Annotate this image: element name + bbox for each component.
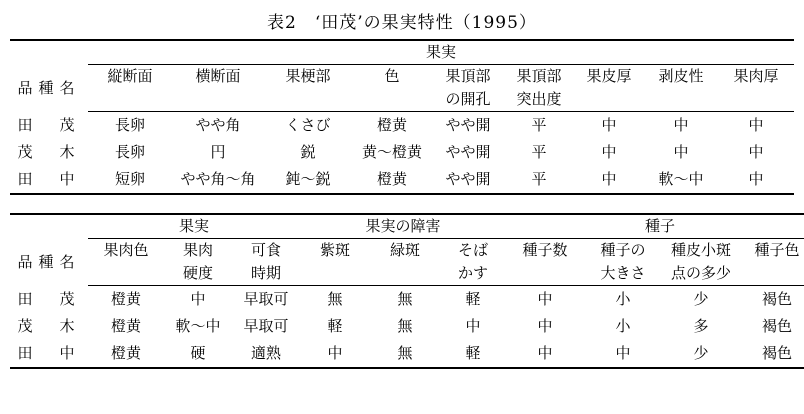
- table1-row-label-header: 品種名: [17, 78, 81, 97]
- table2-col-header-2-sub: 時期: [232, 262, 300, 286]
- table1-col-header-6: 果皮厚: [586, 67, 632, 85]
- table2-cell-2-7: 中: [584, 340, 662, 368]
- table1-col-header-5-sub: 突出度: [504, 88, 574, 112]
- table2-cell-2-1: 硬: [164, 340, 232, 368]
- table2-cell-1-6: 中: [537, 317, 553, 335]
- table1-cell-0-2: くさび: [285, 116, 331, 134]
- table1-cell-0-1: やや角: [195, 116, 241, 134]
- table2-col-header-6: 種子数: [522, 241, 568, 259]
- table1-row-0-name: 田 茂: [17, 115, 81, 134]
- table2-cell-1-5: 中: [465, 317, 481, 335]
- table2-col-header-5: そば: [458, 241, 489, 259]
- table1-cell-2-0: 短卵: [88, 166, 172, 194]
- table1-cell-1-2: 鋭: [300, 143, 316, 161]
- table2-row-2-name: 田 中: [10, 340, 88, 368]
- table1-cell-2-1: やや角～角: [172, 166, 264, 194]
- table2-row-1-name: 茂 木: [17, 317, 81, 335]
- table1-cell-2-5: 平: [504, 166, 574, 194]
- table2-col-header-6-sub: [506, 262, 584, 286]
- table1-cell-2-6: 中: [574, 166, 644, 194]
- table1-col-header-0: 縦断面: [107, 67, 153, 85]
- table1-cell-0-7: 中: [673, 116, 689, 134]
- table2-cell-1-0: 橙黄: [110, 317, 141, 335]
- fruit-characteristics-table-2: [10, 213, 804, 369]
- table2-cell-0-6: 中: [537, 290, 553, 308]
- table2-col-header-8-sub: 点の多少: [662, 262, 740, 286]
- table2-cell-1-2: 早取可: [243, 317, 289, 335]
- table2-wrapper: [10, 213, 800, 369]
- table1-cell-2-8: 中: [718, 166, 794, 194]
- table1-col-header-2: 果梗部: [285, 67, 331, 85]
- table2-cell-0-0: 橙黄: [110, 290, 141, 308]
- table2-cell-0-1: 中: [190, 290, 206, 308]
- table2-cell-1-1: 軟～中: [175, 317, 221, 335]
- table2-col-header-3-sub: [300, 262, 370, 286]
- table2-col-header-7-sub: 大きさ: [584, 262, 662, 286]
- table-row: [10, 286, 804, 314]
- table2-col-header-2: 可食: [251, 241, 282, 259]
- table2-header-row-line2: [10, 262, 804, 286]
- table1-col-header-3: 色: [384, 67, 400, 85]
- table2-group-header-seed: 種子: [506, 214, 804, 239]
- table1-col-header-7: 剥皮性: [658, 67, 704, 85]
- table1-cell-2-4: やや開: [432, 166, 504, 194]
- table2-cell-0-8: 少: [693, 290, 709, 308]
- table1-cell-2-7: 軟～中: [644, 166, 718, 194]
- table2-cell-0-5: 軽: [465, 290, 481, 308]
- table2-cell-1-9: 褐色: [762, 317, 793, 335]
- table1-col-header-4: 果頂部: [445, 67, 491, 85]
- table-row: [10, 313, 804, 340]
- table2-col-header-1: 果肉: [182, 241, 213, 259]
- table2-header-row-line1: [10, 239, 804, 263]
- table2-cell-2-5: 軽: [440, 340, 506, 368]
- table2-col-header-7: 種子の: [600, 241, 646, 259]
- table1-group-header-row: [10, 40, 794, 65]
- table2-group-header-fruit: 果実: [88, 214, 300, 239]
- table2-cell-2-6: 中: [506, 340, 584, 368]
- table1-cell-1-3: 黄～橙黄: [361, 143, 422, 161]
- table1-cell-0-8: 中: [748, 116, 764, 134]
- table1-col-header-2-sub: [264, 88, 352, 112]
- table1-cell-0-6: 中: [601, 116, 617, 134]
- table2-cell-1-8: 多: [693, 317, 709, 335]
- table2-col-header-0-sub: [88, 262, 164, 286]
- table1-header-row-line2: [10, 88, 794, 112]
- table1-col-header-5: 果頂部: [516, 67, 562, 85]
- table1-cell-0-3: 橙黄: [376, 116, 407, 134]
- table1-col-header-7-sub: [644, 88, 718, 112]
- table2-cell-2-0: 橙黄: [88, 340, 164, 368]
- table2-cell-2-2: 適熟: [232, 340, 300, 368]
- table-row: [10, 139, 794, 166]
- table1-cell-0-5: 平: [531, 116, 547, 134]
- table2-cell-1-7: 小: [615, 317, 631, 335]
- table1-col-header-1: 横断面: [195, 67, 241, 85]
- table2-cell-2-3: 中: [300, 340, 370, 368]
- table-row: [10, 166, 794, 194]
- table-row: [10, 112, 794, 140]
- table1-col-header-6-sub: [574, 88, 644, 112]
- table2-cell-0-2: 早取可: [243, 290, 289, 308]
- table1-col-header-4-sub: の開孔: [432, 88, 504, 112]
- table1-cell-1-5: 平: [531, 143, 547, 161]
- table1-cell-0-4: やや開: [445, 116, 491, 134]
- fruit-characteristics-table-1: [10, 39, 794, 195]
- table1-col-header-3-sub: [352, 88, 432, 112]
- table1-cell-1-1: 円: [210, 143, 226, 161]
- table1-corner-cell: [10, 40, 88, 65]
- table1-col-header-0-sub: [88, 88, 172, 112]
- table2-corner-cell: [10, 214, 88, 239]
- table-row: [10, 340, 804, 368]
- table1-cell-1-6: 中: [601, 143, 617, 161]
- table1-header-row-line1: [10, 65, 794, 89]
- table2-col-header-8: 種皮小斑: [671, 241, 732, 259]
- table2-col-header-9-sub: [740, 262, 804, 286]
- table1-group-header-fruit: 果実: [88, 40, 794, 65]
- table1-col-header-8: 果肉厚: [733, 67, 779, 85]
- table1-row-2-name: 田 中: [10, 166, 88, 194]
- table2-cell-2-9: 褐色: [740, 340, 804, 368]
- table1-col-header-8-sub: [718, 88, 794, 112]
- table2-cell-1-3: 軽: [327, 317, 343, 335]
- table2-group-header-disorder: 果実の障害: [300, 214, 506, 239]
- table1-col-header-1-sub: [172, 88, 264, 112]
- table2-col-header-4: 緑斑: [390, 241, 421, 259]
- table2-col-header-9: 種子色: [754, 241, 800, 259]
- table2-row-label-header: 品種名: [17, 252, 81, 271]
- table2-group-header-row: [10, 214, 804, 239]
- table1-cell-0-0: 長卵: [114, 116, 145, 134]
- table2-cell-2-4: 無: [370, 340, 440, 368]
- table2-col-header-3: 紫斑: [320, 241, 351, 259]
- table1-cell-1-8: 中: [748, 143, 764, 161]
- table2-cell-0-7: 小: [615, 290, 631, 308]
- table2-col-header-5-sub: かす: [440, 262, 506, 286]
- table2-cell-0-9: 褐色: [762, 290, 793, 308]
- table2-cell-0-4: 無: [397, 290, 413, 308]
- table2-row-0-name: 田 茂: [17, 289, 81, 308]
- page-title: 表2 ‘田茂’の果実特性（1995）: [267, 13, 537, 33]
- table2-cell-1-4: 無: [397, 317, 413, 335]
- table1-cell-1-7: 中: [673, 143, 689, 161]
- table2-cell-2-8: 少: [662, 340, 740, 368]
- table1-cell-1-4: やや開: [445, 143, 491, 161]
- table2-col-header-4-sub: [370, 262, 440, 286]
- table2-col-header-0: 果肉色: [103, 241, 149, 259]
- table1-cell-2-3: 橙黄: [352, 166, 432, 194]
- table1-row-1-name: 茂 木: [17, 143, 81, 161]
- table1-cell-1-0: 長卵: [114, 143, 145, 161]
- table2-cell-0-3: 無: [327, 290, 343, 308]
- table1-cell-2-2: 鈍～鋭: [264, 166, 352, 194]
- table2-col-header-1-sub: 硬度: [164, 262, 232, 286]
